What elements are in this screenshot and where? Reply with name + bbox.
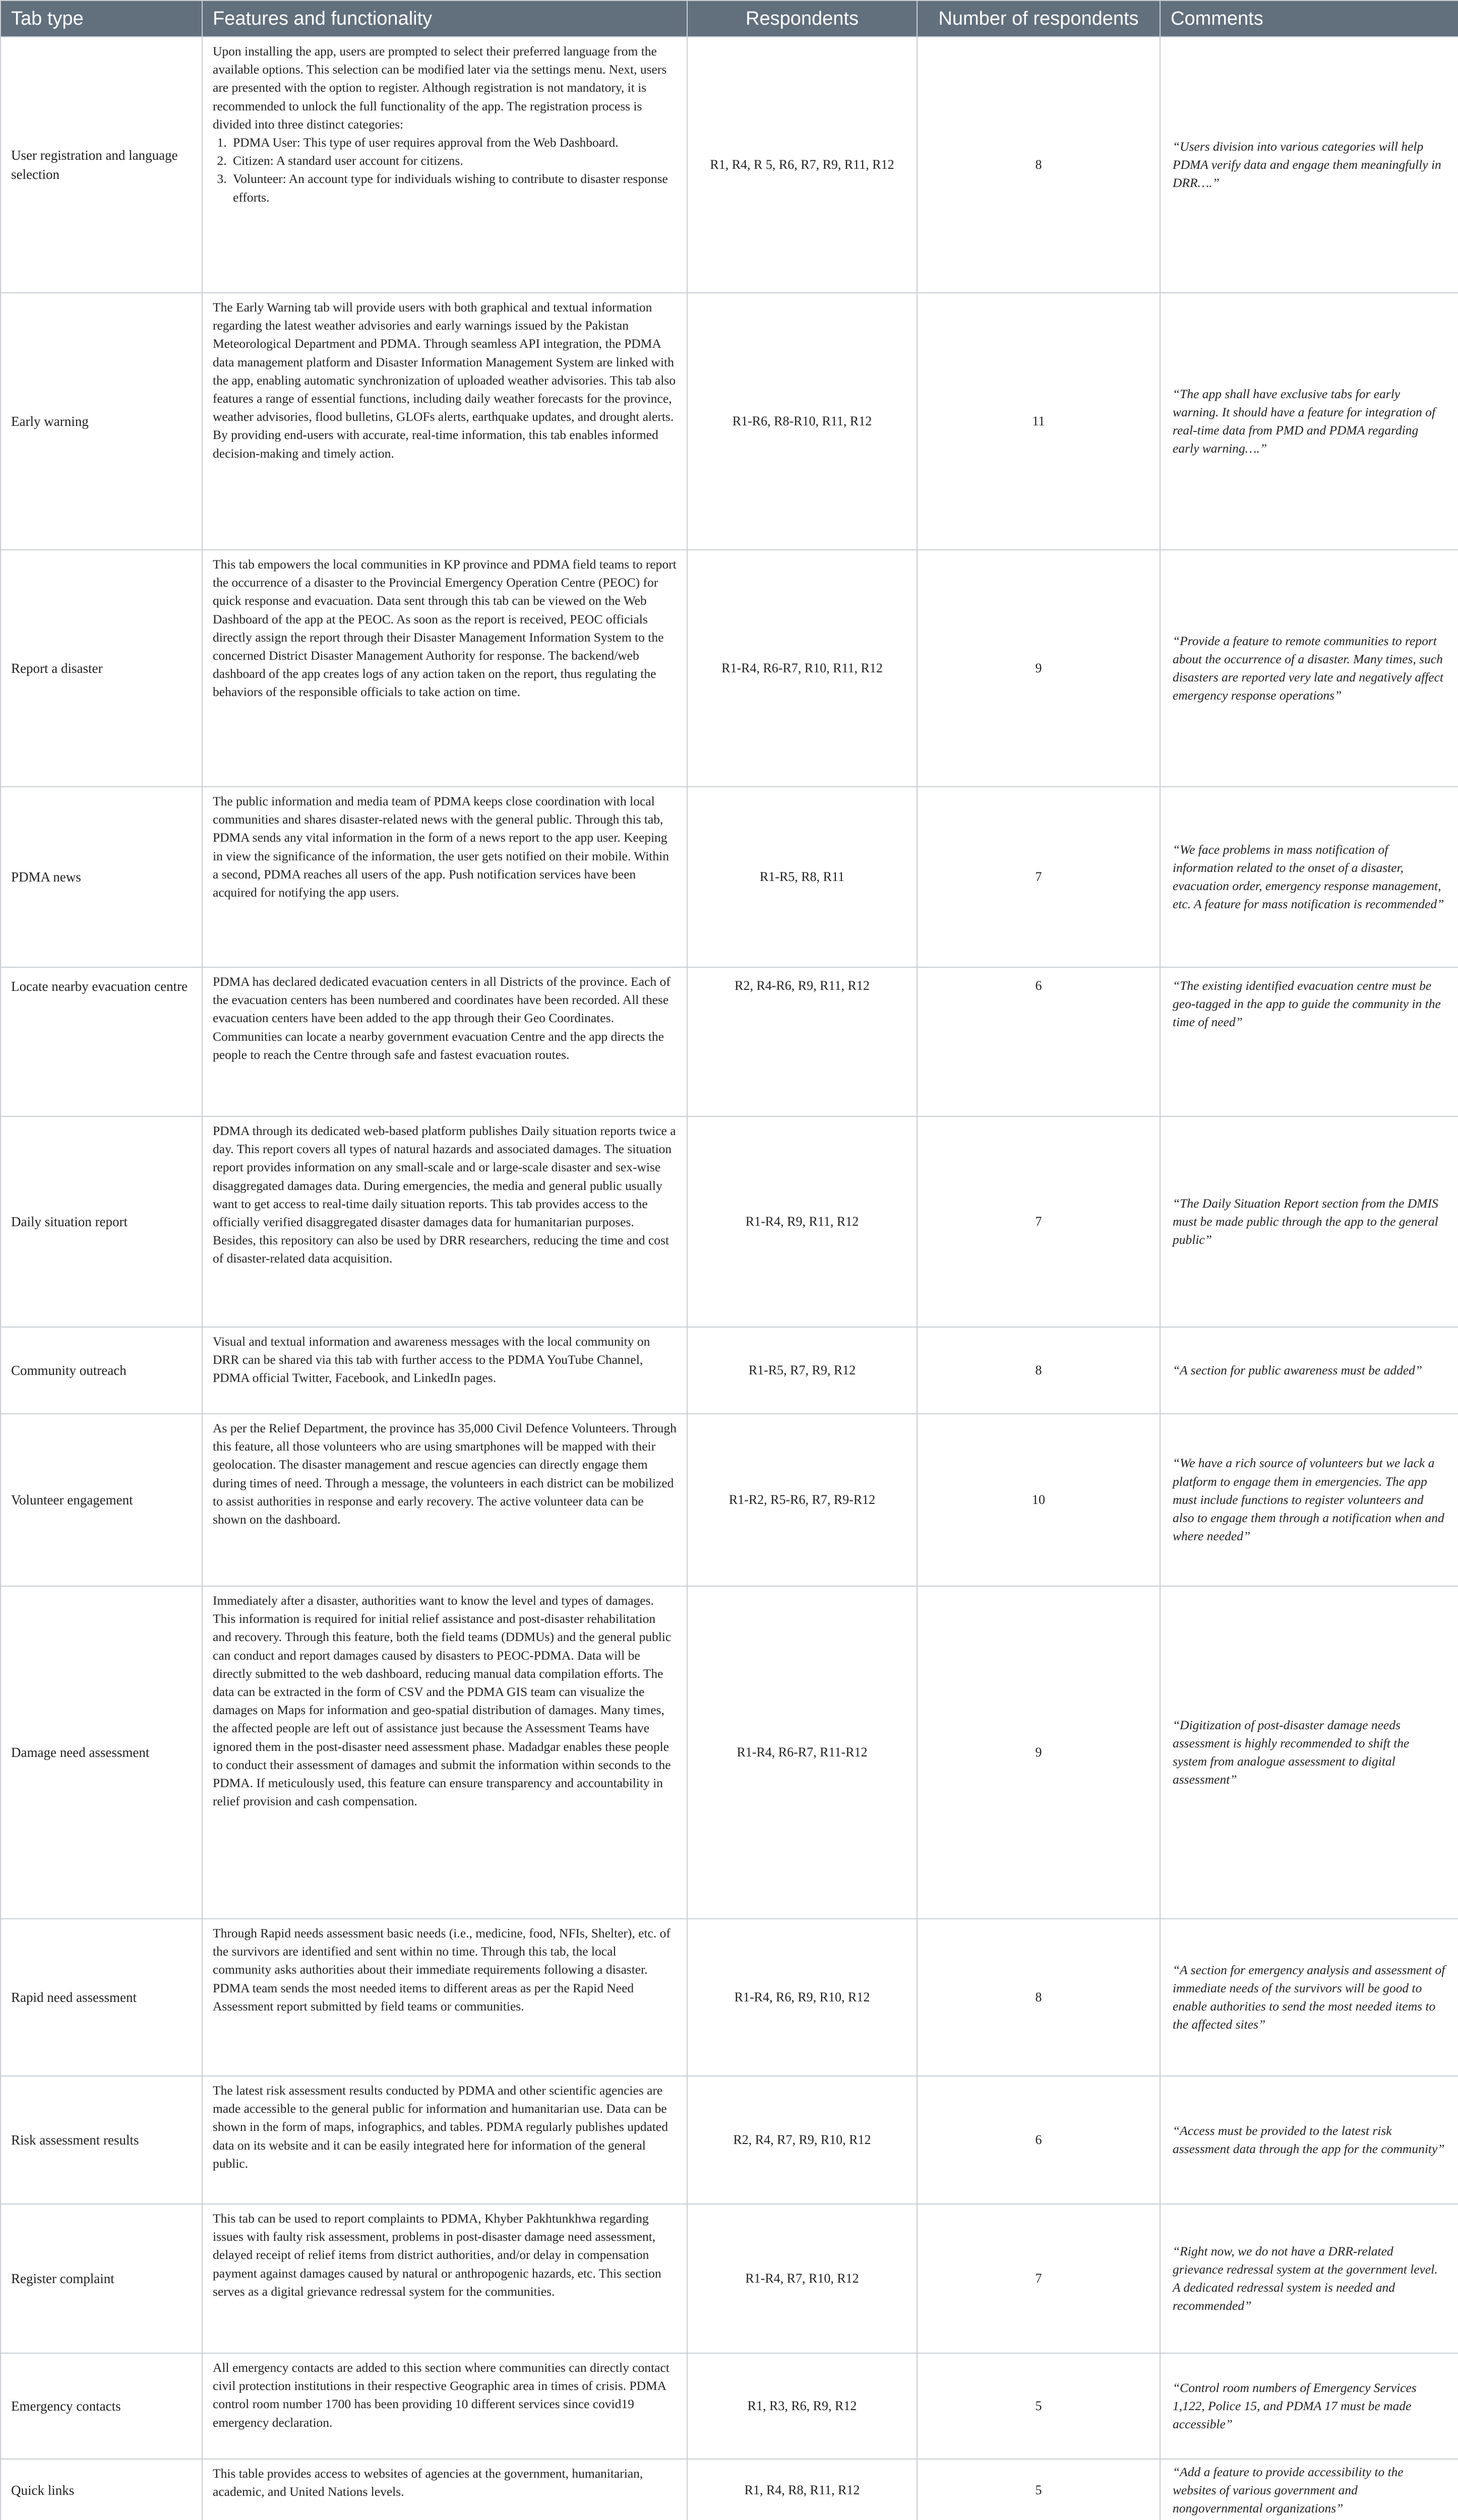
tab-type-cell: Early warning <box>1 293 202 550</box>
features-cell: This tab empowers the local communities in KP province and PDMA field teams to report the occurrence of a disaster to the Provincial Emergency Operation Centre (PEOC) for quick response and evacuation. Data sent through this tab can be viewed on the Web Dashboard of the app at the PEOC. As soon as the report is received, PEOC officials directly assign the report through their Disaster Management Information System to the concerned District Disaster Management Authority for response. The backend/web dashboard of the app creates logs of any action taken on the report, thus regulating the behaviors of the responsible officials to take action on time. <box>202 550 687 787</box>
col-header-respondents: Respondents <box>687 1 917 37</box>
comment-cell: “The existing identified evacuation centre must be geo-tagged in the app to guide the community in the time of need” <box>1160 967 1458 1116</box>
header-row <box>1 1 1458 37</box>
tab-type-cell: Risk assessment results <box>1 2076 202 2204</box>
table-row <box>1 2204 1458 2353</box>
col-header-features: Features and functionality <box>202 1 687 37</box>
registration-categories-list <box>213 134 677 207</box>
comment-cell: “A section for public awareness must be added” <box>1160 1327 1458 1414</box>
respondent-count-cell: 9 <box>917 1586 1160 1919</box>
features-cell: This table provides access to websites of agencies at the government, humanitarian, academic, and United Nations levels. <box>202 2459 687 2520</box>
comment-cell: “The app shall have exclusive tabs for early warning. It should have a feature for integration of real-time data from PMD and PDMA regarding early warning….” <box>1160 293 1458 550</box>
table-row <box>1 967 1458 1116</box>
col-header-tab-type: Tab type <box>1 1 202 37</box>
table-row <box>1 2353 1458 2459</box>
tab-type-cell: Quick links <box>1 2459 202 2520</box>
respondent-count-cell: 8 <box>917 1919 1160 2076</box>
respondent-count-cell: 8 <box>917 37 1160 293</box>
respondent-count-cell: 5 <box>917 2459 1160 2520</box>
respondent-count-cell: 7 <box>917 1116 1160 1327</box>
tab-type-cell: Community outreach <box>1 1327 202 1414</box>
respondents-cell: R1, R3, R6, R9, R12 <box>687 2353 917 2459</box>
comment-cell: “We face problems in mass notification of information related to the onset of a disaster, evacuation order, emergency response management, etc. A feature for mass notification is recommended” <box>1160 787 1458 967</box>
respondent-count-cell: 7 <box>917 787 1160 967</box>
comment-cell: “Provide a feature to remote communities to report about the occurrence of a disaster. Many times, such disasters are reported very late and negatively affect emergency response operations” <box>1160 550 1458 787</box>
features-cell: The Early Warning tab will provide users with both graphical and textual information regarding the latest weather advisories and early warnings issued by the Pakistan Meteorological Department and PDMA. Through seamless API integration, the PDMA data management platform and Disaster Information Management System are linked with the app, enabling automatic synchronization of uploaded weather advisories. This tab also features a range of essential functions, including daily weather forecasts for the province, weather advisories, flood bulletins, GLOFs alerts, earthquake updates, and drought alerts. By providing end-users with accurate, real-time information, this tab enables informed decision-making and timely action. <box>202 293 687 550</box>
table-row <box>1 1919 1458 2076</box>
comment-cell: “Users division into various categories will help PDMA verify data and engage them meaningfully in DRR….” <box>1160 37 1458 293</box>
comment-cell: “Control room numbers of Emergency Services 1,122, Police 15, and PDMA 17 must be made accessible” <box>1160 2353 1458 2459</box>
features-cell <box>202 37 687 293</box>
features-cell: Through Rapid needs assessment basic needs (i.e., medicine, food, NFIs, Shelter), etc. of the survivors are identified and sent within no time. Through this tab, the local community asks authorities about their immediate requirements following a disaster. PDMA team sends the most needed items to different areas as per the Rapid Need Assessment report submitted by field teams or communities. <box>202 1919 687 2076</box>
respondents-cell: R2, R4, R7, R9, R10, R12 <box>687 2076 917 2204</box>
col-header-comments: Comments <box>1160 1 1458 37</box>
respondents-cell: R2, R4-R6, R9, R11, R12 <box>687 967 917 1116</box>
tab-type-cell: Daily situation report <box>1 1116 202 1327</box>
features-cell: The public information and media team of PDMA keeps close coordination with local communities and shares disaster-related news with the general public. Through this tab, PDMA sends any vital information in the form of a news report to the app user. Keeping in view the significance of the information, the user gets notified on their mobile. Within a second, PDMA reaches all users of the app. Push notification services have been acquired for notifying the app users. <box>202 787 687 967</box>
table-row <box>1 2459 1458 2520</box>
features-cell: The latest risk assessment results conducted by PDMA and other scientific agencies are made accessible to the general public for information and humanitarian use. Data can be shown in the form of maps, infographics, and tables. PDMA regularly publishes updated data on its website and it can be easily integrated here for information of the general public. <box>202 2076 687 2204</box>
table-row <box>1 2076 1458 2204</box>
table-row <box>1 787 1458 967</box>
respondent-count-cell: 6 <box>917 2076 1160 2204</box>
respondents-cell: R1-R6, R8-R10, R11, R12 <box>687 293 917 550</box>
list-item: 1. PDMA User: This type of user requires approval from the Web Dashboard. <box>230 134 677 152</box>
tab-type-cell: Volunteer engagement <box>1 1414 202 1586</box>
respondents-cell: R1-R5, R8, R11 <box>687 787 917 967</box>
tab-type-cell: Rapid need assessment <box>1 1919 202 2076</box>
tab-type-cell: Register complaint <box>1 2204 202 2353</box>
features-cell: PDMA has declared dedicated evacuation centers in all Districts of the province. Each of the evacuation centers has been numbered and coordinates have been recorded. All these evacuation centers have been added to the app through their Geo Coordinates. Communities can locate a nearby government evacuation Centre and the app directs the people to reach the Centre through safe and fastest evacuation routes. <box>202 967 687 1116</box>
table-row <box>1 1116 1458 1327</box>
comment-cell: “Access must be provided to the latest risk assessment data through the app for the community” <box>1160 2076 1458 2204</box>
tab-type-cell: Emergency contacts <box>1 2353 202 2459</box>
features-text: Upon installing the app, users are prompted to select their preferred language from the available options. This selection can be modified later via the settings menu. Next, users are presented with the option to register. Although registration is not mandatory, it is recommended to unlock the full functionality of the app. The registration process is divided into three distinct categories: <box>213 44 667 132</box>
comment-cell: “Digitization of post-disaster damage needs assessment is highly recommended to shift the system from analogue assessment to digital assessment” <box>1160 1586 1458 1919</box>
features-cell: This tab can be used to report complaints to PDMA, Khyber Pakhtunkhwa regarding issues with faulty risk assessment, problems in post-disaster damage need assessment, delayed receipt of relief items from district authorities, and/or delay in compensation payment against damages caused by natural or anthropogenic hazards, etc. This section serves as a digital grievance redressal system for the communities. <box>202 2204 687 2353</box>
respondent-count-cell: 8 <box>917 1327 1160 1414</box>
features-cell: PDMA through its dedicated web-based platform publishes Daily situation reports twice a day. This report covers all types of natural hazards and associated damages. The situation report provides information on any small-scale and or large-scale disaster and sex-wise disaggregated damages data. During emergencies, the media and general public usually want to get access to real-time daily situation reports. This tab provides access to the officially verified disaggregated disaster damages data for humanitarian purposes. Besides, this repository can also be used by DRR researchers, reducing the time and cost of disaster-related data acquisition. <box>202 1116 687 1327</box>
table-row <box>1 1327 1458 1414</box>
respondents-cell: R1-R4, R6-R7, R11-R12 <box>687 1586 917 1919</box>
tab-type-cell: Locate nearby evacuation centre <box>1 967 202 1116</box>
features-cell: All emergency contacts are added to this section where communities can directly contact civil protection institutions in their respective Geographic area in times of crisis. PDMA control room number 1700 has been providing 10 different services since covid19 emergency declaration. <box>202 2353 687 2459</box>
respondent-count-cell: 10 <box>917 1414 1160 1586</box>
list-item: 3. Volunteer: An account type for individuals wishing to contribute to disaster response efforts. <box>230 170 677 206</box>
features-cell: Immediately after a disaster, authorities want to know the level and types of damages. This information is required for initial relief assistance and post-disaster rehabilitation and recovery. Through this feature, both the field teams (DDMUs) and the general public can conduct and report damages caused by disasters to PEOC-PDMA. Data will be directly submitted to the web dashboard, reducing manual data compilation efforts. The data can be extracted in the form of CSV and the PDMA GIS team can visualize the damages on Maps for information and geo-spatial distribution of damages. Many times, the affected people are left out of assistance just because the Assessment Teams have ignored them in the post-disaster need assessment phase. Madadgar enables these people to conduct their assessment of damages and submit the information within seconds to the PDMA. If meticulously used, this feature can ensure transparency and accountability in relief provision and cash compensation. <box>202 1586 687 1919</box>
respondent-count-cell: 11 <box>917 293 1160 550</box>
respondents-cell: R1-R4, R7, R10, R12 <box>687 2204 917 2353</box>
tab-type-cell: Report a disaster <box>1 550 202 787</box>
respondents-cell: R1, R4, R8, R11, R12 <box>687 2459 917 2520</box>
table-row <box>1 550 1458 787</box>
features-cell: As per the Relief Department, the province has 35,000 Civil Defence Volunteers. Through this feature, all those volunteers who are using smartphones will be mapped with their geolocation. The disaster management and rescue agencies can directly engage them during times of need. Through a message, the volunteers in each district can be mobilized to assist authorities in response and early recovery. The active volunteer data can be shown on the dashboard. <box>202 1414 687 1586</box>
tab-type-cell: Damage need assessment <box>1 1586 202 1919</box>
comment-cell: “The Daily Situation Report section from the DMIS must be made public through the app to the general public” <box>1160 1116 1458 1327</box>
list-item: 2. Citizen: A standard user account for citizens. <box>230 152 677 170</box>
comment-cell: “Add a feature to provide accessibility to the websites of various government and nongovernmental organizations” <box>1160 2459 1458 2520</box>
respondents-cell: R1-R2, R5-R6, R7, R9-R12 <box>687 1414 917 1586</box>
comment-cell: “We have a rich source of volunteers but we lack a platform to engage them in emergencies. The app must include functions to register volunteers and also to engage them through a notification when and where needed” <box>1160 1414 1458 1586</box>
tab-type-cell: PDMA news <box>1 787 202 967</box>
features-cell: Visual and textual information and awareness messages with the local community on DRR can be shared via this tab with further access to the PDMA YouTube Channel, PDMA official Twitter, Facebook, and LinkedIn pages. <box>202 1327 687 1414</box>
respondent-count-cell: 7 <box>917 2204 1160 2353</box>
respondents-cell: R1-R4, R6-R7, R10, R11, R12 <box>687 550 917 787</box>
table-row <box>1 1414 1458 1586</box>
table-row <box>1 37 1458 293</box>
respondents-cell: R1-R5, R7, R9, R12 <box>687 1327 917 1414</box>
respondents-cell: R1-R4, R9, R11, R12 <box>687 1116 917 1327</box>
tab-type-cell: User registration and language selection <box>1 37 202 293</box>
table-row <box>1 1586 1458 1919</box>
respondent-count-cell: 9 <box>917 550 1160 787</box>
col-header-number-of-respondents: Number of respondents <box>917 1 1160 37</box>
respondent-count-cell: 6 <box>917 967 1160 1116</box>
respondents-cell: R1, R4, R 5, R6, R7, R9, R11, R12 <box>687 37 917 293</box>
comment-cell: “A section for emergency analysis and assessment of immediate needs of the survivors will be good to enable authorities to send the most needed items to the affected sites” <box>1160 1919 1458 2076</box>
comment-cell: “Right now, we do not have a DRR-related grievance redressal system at the government level. A dedicated redressal system is needed and recommended” <box>1160 2204 1458 2353</box>
table-row <box>1 293 1458 550</box>
respondent-count-cell: 5 <box>917 2353 1160 2459</box>
respondents-cell: R1-R4, R6, R9, R10, R12 <box>687 1919 917 2076</box>
